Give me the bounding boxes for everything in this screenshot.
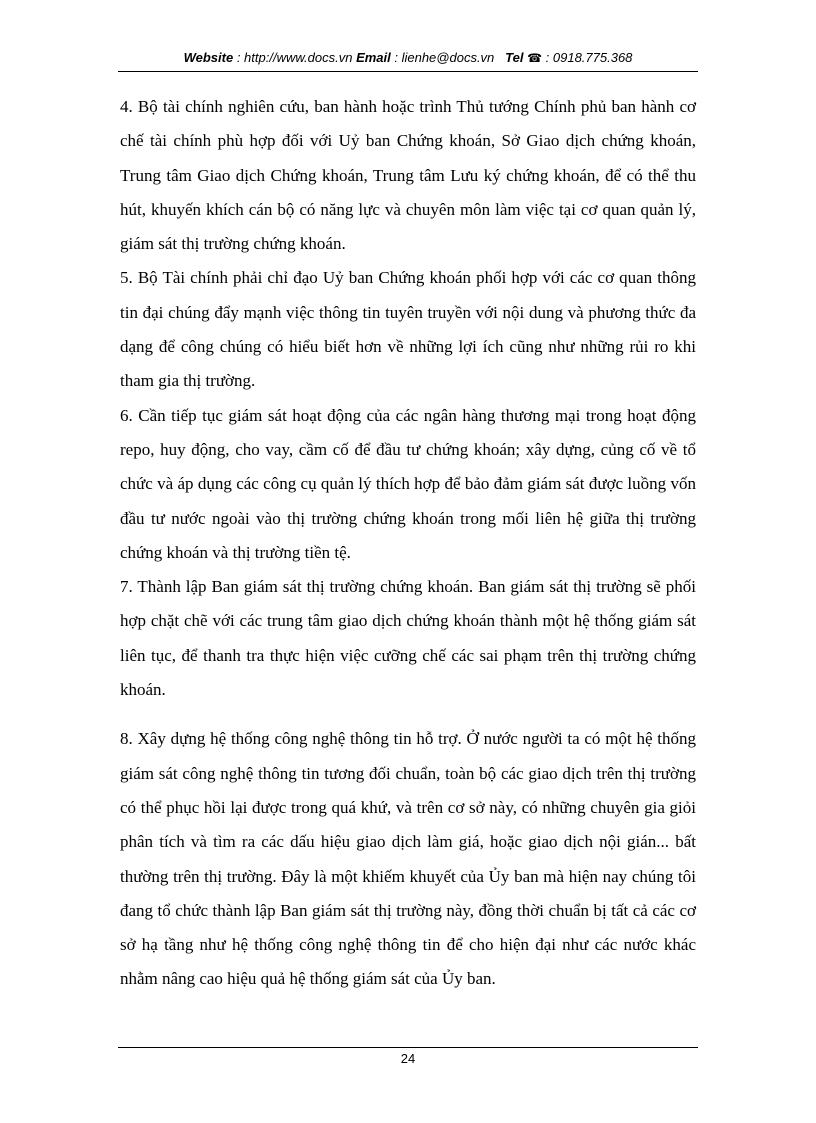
header-divider <box>118 71 698 72</box>
website-url[interactable]: http://www.docs.vn <box>244 50 353 65</box>
email-label: Email <box>356 50 391 65</box>
telephone-icon: ☎ <box>527 51 543 65</box>
document-body <box>120 90 696 997</box>
website-label: Website <box>183 50 234 65</box>
paragraph-8: 8. Xây dựng hệ thống công nghệ thông tin hỗ trợ. Ở nước người ta có một hệ thống giám sát công nghệ thông tin tương đối chuẩn, toàn bộ các giao dịch trên thị trường có thể phục hồi lại được trong quá khứ, và trên cơ sở này, có những chuyên gia giỏi phân tích và tìm ra các dấu hiệu giao dịch làm giá, hoặc giao dịch nội gián... bất thường trên thị trường. Đây là một khiếm khuyết của Ủy ban mà hiện nay chúng tôi đang tổ chức thành lập Ban giám sát thị trường này, đồng thời chuẩn bị tất cả các cơ sở hạ tầng như hệ thống công nghệ thông tin để cho hiện đại như các nước khác nhằm nâng cao hiệu quả hệ thống giám sát của Ủy ban. <box>120 729 696 989</box>
email-address[interactable]: lienhe@docs.vn <box>401 50 495 65</box>
paragraph-7: 7. Thành lập Ban giám sát thị trường chứng khoán. Ban giám sát thị trường sẽ phối hợp chặt chẽ với các trung tâm giao dịch chứng khoán thành một hệ thống giám sát liên tục, để thanh tra thực hiện việc cưỡng chế các sai phạm trên thị trường chứng khoán. <box>120 577 696 700</box>
tel-separator: : <box>542 50 553 65</box>
tel-label: Tel <box>505 50 524 65</box>
page-number: 24 <box>400 1051 416 1066</box>
tel-number: 0918.775.368 <box>552 50 633 65</box>
paragraph-4: 4. Bộ tài chính nghiên cứu, ban hành hoặc trình Thủ tướng Chính phủ ban hành cơ chế tài chính phù hợp đối với Uỷ ban Chứng khoán, Sở Giao dịch chứng khoán, Trung tâm Giao dịch Chứng khoán, Trung tâm Lưu ký chứng khoán, để có thể thu hút, khuyến khích cán bộ có năng lực và chuyên môn làm việc tại cơ quan quản lý, giám sát thị trường chứng khoán. <box>120 97 696 254</box>
footer-divider <box>118 1047 698 1048</box>
email-separator: : <box>390 50 402 65</box>
website-separator: : <box>233 50 245 65</box>
paragraph-5: 5. Bộ Tài chính phải chỉ đạo Uỷ ban Chứng khoán phối hợp với các cơ quan thông tin đại chúng đẩy mạnh việc thông tin tuyên truyền với nội dung và phương thức đa dạng để công chúng có hiểu biết hơn về những lợi ích cũng như những rủi ro khi tham gia thị trường. <box>120 268 696 391</box>
page-header <box>118 49 698 67</box>
paragraph-6: 6. Cần tiếp tục giám sát hoạt động của các ngân hàng thương mại trong hoạt động repo, huy động, cho vay, cầm cố để đầu tư chứng khoán; xây dựng, củng cố về tổ chức và áp dụng các công cụ quản lý thích hợp để bảo đảm giám sát được luồng vốn đầu tư nước ngoài vào thị trường chứng khoán trong mối liên hệ giữa thị trường chứng khoán và thị trường tiền tệ. <box>120 405 696 562</box>
